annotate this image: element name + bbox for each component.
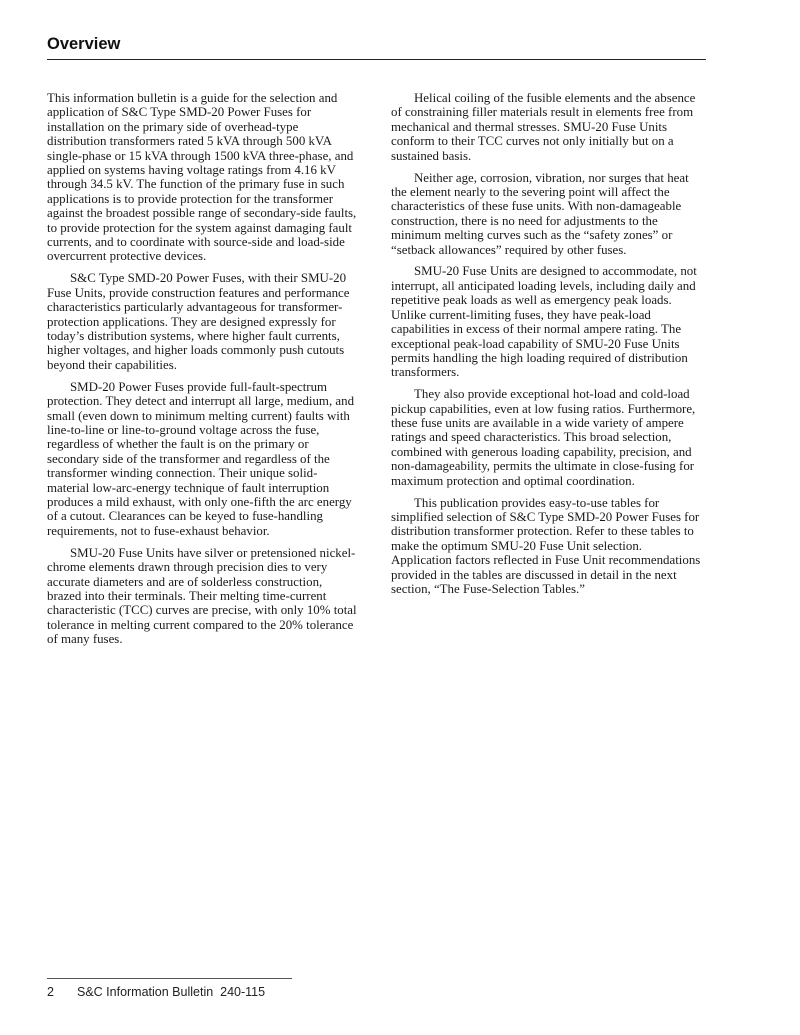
body-paragraph: S&C Type SMD-20 Power Fuses, with their SMU-20 Fuse Units, provide construction features and performance characteristics particularly advantageous for transformer-protection applications. They are designed expressly for today’s distribution systems, where higher fault currents, higher voltages, and higher loads commonly push cutouts beyond their capabilities. — [47, 271, 350, 372]
body-paragraph: SMD-20 Power Fuses provide full-fault-spectrum protection. They detect and interrupt all large, medium, and small (even down to minimum melting current) faults with line-to-line or line-to-ground voltage across the fuse, regardless of whether the fault is on the primary or secondary side of the transformer and regardless of the transformer winding connection. Their unique solid-material low-arc-energy technique of fault interruption produces a mild exhaust, with only one-fifth the arc energy of a cutout. Clearances can be keyed to fuse-handling requirements, not to fuse-exhaust behavior. — [47, 379, 355, 538]
left-column — [47, 91, 359, 654]
body-paragraph: This information bulletin is a guide for the selection and application of S&C Type SMD-20 Power Fuses for installation on the primary side of overhead-type distribution transformers rated 5 kVA through 500 kVA single-phase or 15 kVA through 1500 kVA three-phase, and applied on systems having voltage ratings from 4.16 kV through 34.5 kV. The function of the primary fuse in such applications is to provide protection for the transformer against the broadest possible range of secondary-side faults, to provide protection for the system against damaging fault currents, and to coordinate with source-side and load-side overcurrent protective devices. — [47, 91, 357, 264]
publication-title: S&C Information Bulletin 240-115 — [77, 985, 266, 999]
page-title: Overview — [47, 35, 121, 53]
page-footer — [47, 984, 265, 1000]
body-paragraph: SMU-20 Fuse Units have silver or pretensioned nickel-chrome elements drawn through precision dies to very accurate diameters and are of solderless construction, brazed into their terminals. Their melting time-current characteristic (TCC) curves are precise, with only 10% total tolerance in melting current compared to the 20% tolerance of many fuses. — [47, 545, 357, 647]
body-paragraph: This publication provides easy-to-use tables for simplified selection of S&C Type SMD-20 Power Fuses for distribution transformer protection. Refer to these tables to make the optimum SMU-20 Fuse Unit selection. Application factors reflected in Fuse Unit recommendations provided in the tables are discussed in detail in the next section, “The Fuse-Selection Tables.” — [391, 495, 701, 596]
body-paragraph: Neither age, corrosion, vibration, nor surges that heat the element nearly to the severing point will affect the characteristics of these fuse units. With non-damageable construction, there is no need for adjustments to the minimum melting curves such as the “safety zones” or “setback allowances” required by other fuses. — [391, 170, 689, 257]
body-paragraph: Helical coiling of the fusible elements and the absence of constraining filler materials result in elements free from mechanical and thermal stresses. SMU-20 Fuse Units conform to their TCC curves not only initially but on a sustained basis. — [391, 91, 696, 163]
body-paragraph: SMU-20 Fuse Units are designed to accommodate, not interrupt, all anticipated loading levels, including daily and repetitive peak loads as well as emergency peak loads. Unlike current-limiting fuses, they have peak-load capabilities in excess of their normal ampere rating. The exceptional peak-load capability of SMU-20 Fuse Units permits handling the high loading required of distribution transformers. — [391, 264, 697, 380]
body-paragraph: They also provide exceptional hot-load and cold-load pickup capabilities, even at low fusing ratios. Furthermore, these fuse units are available in a wide variety of ampere ratings and speed characteristics. This broad selection, combined with generous loading capability, precision, and non-damageability, permits the ultimate in close-fusing for maximum protection and optimal coordination. — [391, 387, 696, 488]
right-column — [391, 91, 703, 604]
page-header — [47, 33, 706, 60]
footer-divider — [47, 978, 292, 979]
page-number: 2 — [47, 985, 54, 999]
